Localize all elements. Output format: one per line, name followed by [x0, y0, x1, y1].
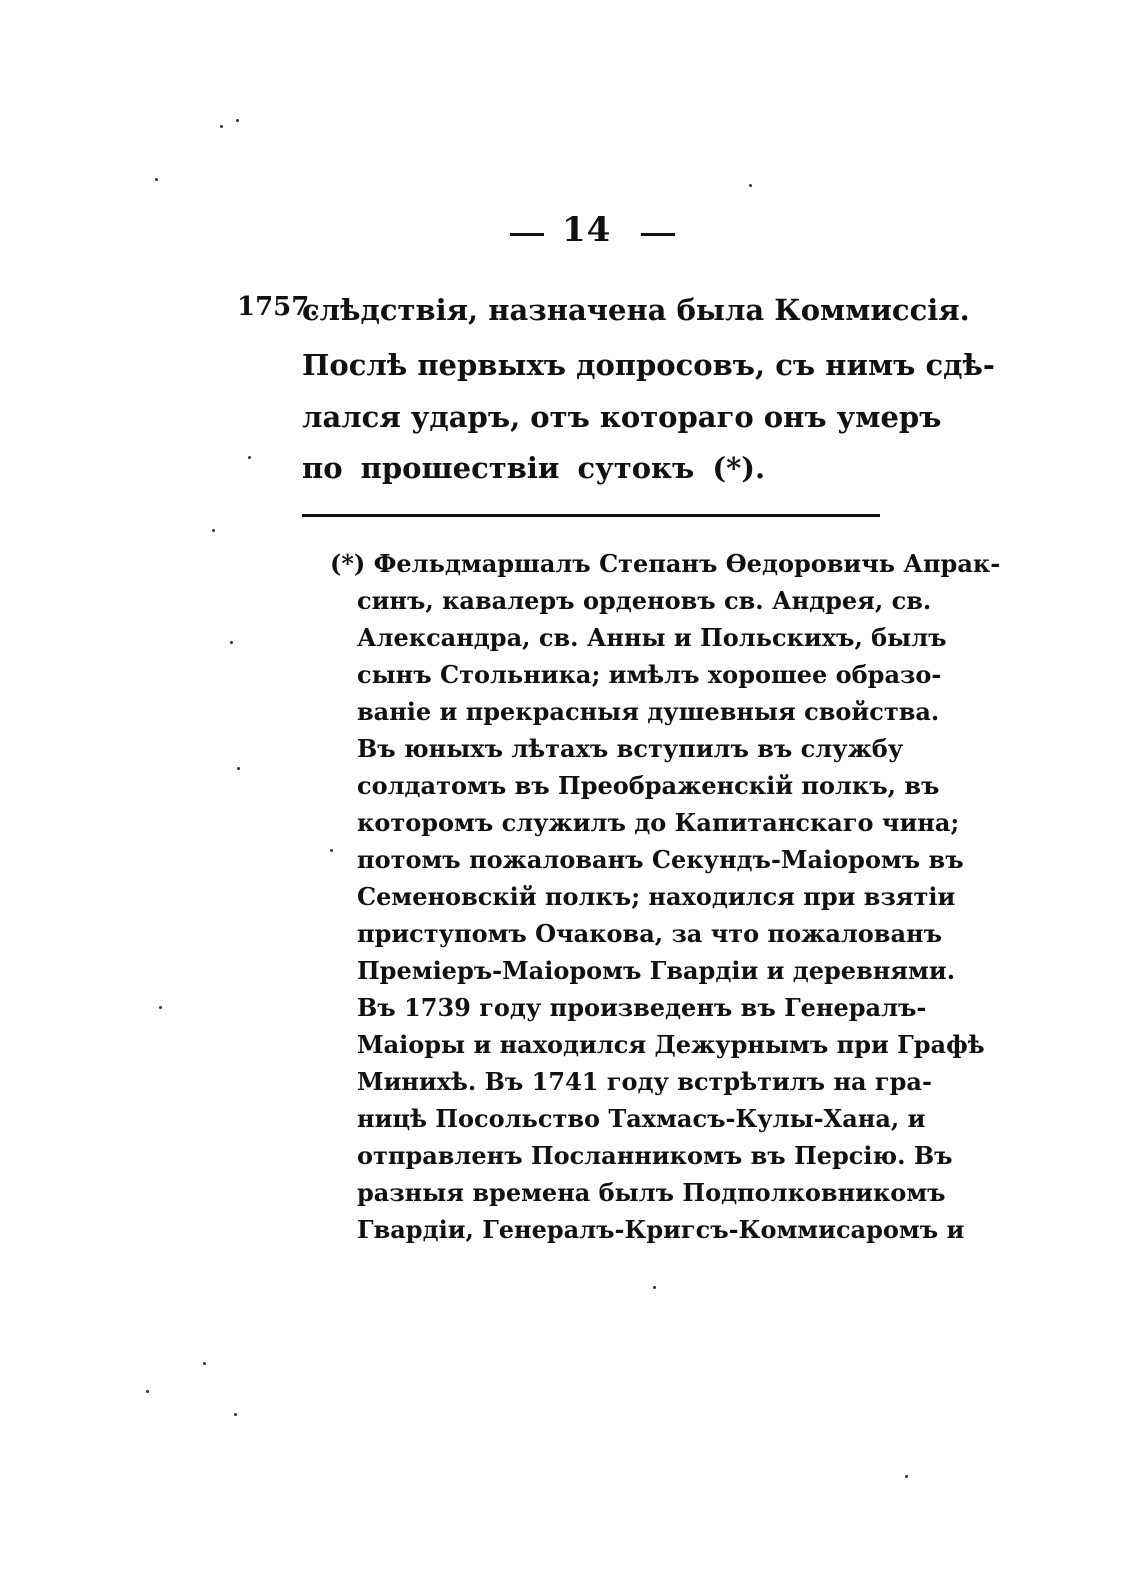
page-header: [0, 206, 1140, 256]
scan-speck: [749, 184, 752, 187]
page-number: 14: [562, 210, 612, 250]
margin-year: 1757.: [237, 292, 319, 322]
scan-speck: [237, 767, 240, 770]
scan-speck: [248, 456, 251, 459]
scan-speck: [155, 178, 158, 181]
main-text-line: по прошествіи сутокъ (*).: [302, 451, 766, 485]
header-dash-left: [510, 233, 544, 236]
footnote-line: Александра, св. Анны и Польскихъ, былъ: [357, 623, 947, 652]
scan-speck: [146, 1390, 149, 1393]
scan-speck: [236, 119, 239, 122]
footnote-line: Въ юныхъ лѣтахъ вступилъ въ службу: [357, 734, 904, 763]
footnote-line: Минихѣ. Въ 1741 году встрѣтилъ на гра-: [357, 1067, 932, 1096]
main-text-line: Послѣ первыхъ допросовъ, съ нимъ сдѣ-: [302, 348, 995, 382]
footnote-line: отправленъ Посланникомъ въ Персію. Въ: [357, 1141, 953, 1170]
footnote-line: синъ, кавалеръ орденовъ св. Андрея, св.: [357, 586, 932, 615]
footnote-line: сынъ Стольника; имѣлъ хорошее образо-: [357, 660, 942, 689]
scan-speck: [653, 1286, 656, 1289]
footnote-line: разныя времена былъ Подполковникомъ: [357, 1178, 946, 1207]
scan-speck: [220, 125, 223, 128]
main-text-line: лался ударъ, отъ котораго онъ умеръ: [302, 400, 942, 434]
footnote-line: приступомъ Очакова, за что пожалованъ: [357, 919, 942, 948]
header-dash-right: [641, 233, 675, 236]
footnote-line: Въ 1739 году произведенъ въ Генералъ-: [357, 993, 927, 1022]
scan-speck: [230, 641, 233, 644]
footnote-line: Преміеръ-Маіоромъ Гвардіи и деревнями.: [357, 956, 956, 985]
scan-speck: [330, 849, 333, 852]
footnote-line: потомъ пожалованъ Секундъ-Маіоромъ въ: [357, 845, 964, 874]
footnote-line: Гвардіи, Генералъ-Кригсъ-Коммисаромъ и: [357, 1215, 965, 1244]
scan-speck: [159, 1006, 162, 1009]
footnote-line: Маіоры и находился Дежурнымъ при Графѣ: [357, 1030, 985, 1059]
footnote-line: ницѣ Посольство Тахмасъ-Кулы-Хана, и: [357, 1104, 926, 1133]
scan-speck: [212, 529, 215, 532]
footnote-line: Семеновскій полкъ; находился при взятіи: [357, 882, 956, 911]
footnote-line: (*) Фельдмаршалъ Степанъ Ѳедоровичь Апрак-: [330, 549, 1001, 578]
main-text-line: слѣдствія, назначена была Коммиссія.: [302, 293, 970, 327]
scan-speck: [203, 1362, 206, 1365]
footnote-line: которомъ служилъ до Капитанскаго чина;: [357, 808, 960, 837]
footnote-line: ваніе и прекрасныя душевныя свойства.: [357, 697, 940, 726]
scan-speck: [905, 1475, 908, 1478]
footnote-line: солдатомъ въ Преображенскій полкъ, въ: [357, 771, 940, 800]
footnote-divider: [302, 514, 880, 517]
scan-speck: [234, 1413, 237, 1416]
